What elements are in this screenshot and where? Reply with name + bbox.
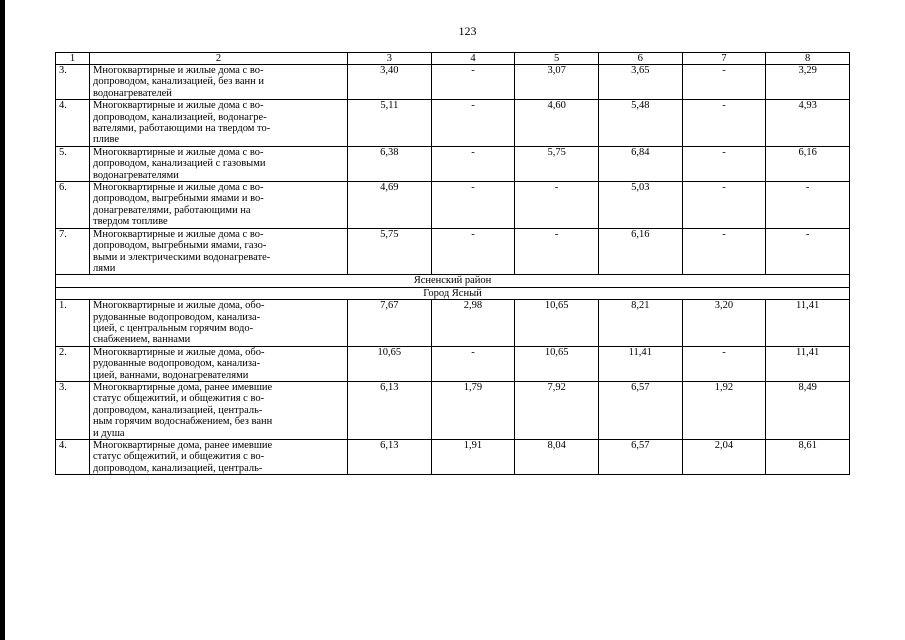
row-number: 3.	[56, 65, 90, 100]
value-cell: 5,03	[598, 182, 682, 229]
value-cell: -	[431, 146, 515, 181]
value-cell: -	[682, 182, 766, 229]
row-number: 6.	[56, 182, 90, 229]
city-row	[56, 287, 850, 299]
value-cell: -	[431, 228, 515, 275]
value-cell: -	[431, 100, 515, 147]
table-row	[56, 146, 850, 181]
city-heading: Город Ясный	[56, 287, 850, 299]
value-cell: 4,69	[348, 182, 432, 229]
value-cell: 11,41	[766, 346, 850, 381]
value-cell: 7,92	[515, 381, 599, 439]
value-cell: 7,67	[348, 300, 432, 347]
value-cell: -	[682, 146, 766, 181]
value-cell: 6,16	[766, 146, 850, 181]
value-cell: 11,41	[766, 300, 850, 347]
row-description: Многоквартирные и жилые дома, обо- рудованные водопроводом, канализа- цией, с центральным горячим водо- снабжением, ваннами	[90, 300, 348, 347]
value-cell: 6,13	[348, 440, 432, 475]
value-cell: 10,65	[348, 346, 432, 381]
value-cell: 1,92	[682, 381, 766, 439]
value-cell: -	[431, 65, 515, 100]
page-number: 123	[458, 24, 477, 38]
value-cell: 8,61	[766, 440, 850, 475]
column-header: 6	[598, 53, 682, 65]
table-row	[56, 440, 850, 475]
value-cell: -	[682, 100, 766, 147]
row-number: 4.	[56, 440, 90, 475]
district-heading: Ясненский район	[56, 275, 850, 287]
value-cell: 5,75	[348, 228, 432, 275]
value-cell: 3,65	[598, 65, 682, 100]
value-cell: 1,91	[431, 440, 515, 475]
column-header: 7	[682, 53, 766, 65]
value-cell: 8,49	[766, 381, 850, 439]
value-cell: 4,93	[766, 100, 850, 147]
value-cell: -	[431, 182, 515, 229]
value-cell: -	[682, 228, 766, 275]
table-row	[56, 300, 850, 347]
row-description: Многоквартирные дома, ранее имевшие статус общежитий, и общежития с во- допроводом, канализацией, централь-	[90, 440, 348, 475]
row-description: Многоквартирные и жилые дома с во- допроводом, выгребными ямами и во- донагревателями, работающими на твердом топливе	[90, 182, 348, 229]
table-row	[56, 346, 850, 381]
value-cell: 10,65	[515, 346, 599, 381]
row-description: Многоквартирные и жилые дома с во- допроводом, канализацией с газовыми водонагревателями	[90, 146, 348, 181]
value-cell: -	[515, 228, 599, 275]
value-cell: 3,20	[682, 300, 766, 347]
table-row	[56, 182, 850, 229]
row-description: Многоквартирные и жилые дома с во- допроводом, выгребными ямами, газо- выми и электрическими водонагревате- лями	[90, 228, 348, 275]
block1-body	[56, 65, 850, 275]
value-cell: 2,04	[682, 440, 766, 475]
table-row	[56, 100, 850, 147]
value-cell: 2,98	[431, 300, 515, 347]
row-number: 7.	[56, 228, 90, 275]
row-number: 4.	[56, 100, 90, 147]
table-row	[56, 65, 850, 100]
value-cell: 6,38	[348, 146, 432, 181]
value-cell: 1,79	[431, 381, 515, 439]
column-header: 1	[56, 53, 90, 65]
value-cell: 8,21	[598, 300, 682, 347]
value-cell: 6,13	[348, 381, 432, 439]
value-cell: 4,60	[515, 100, 599, 147]
value-cell: 11,41	[598, 346, 682, 381]
value-cell: 6,57	[598, 440, 682, 475]
column-number-row	[56, 53, 850, 65]
value-cell: -	[766, 228, 850, 275]
value-cell: 5,11	[348, 100, 432, 147]
value-cell: -	[431, 346, 515, 381]
value-cell: 6,16	[598, 228, 682, 275]
left-margin-bar	[0, 0, 5, 640]
column-header: 5	[515, 53, 599, 65]
row-number: 5.	[56, 146, 90, 181]
district-row	[56, 275, 850, 287]
value-cell: 3,29	[766, 65, 850, 100]
value-cell: 3,07	[515, 65, 599, 100]
value-cell: 8,04	[515, 440, 599, 475]
row-description: Многоквартирные и жилые дома с во- допроводом, канализацией, водонагре- вателями, работающими на твердом то- пливе	[90, 100, 348, 147]
block2-body	[56, 300, 850, 475]
row-description: Многоквартирные и жилые дома, обо- рудованные водопроводом, канализа- цией, ваннами, водонагревателями	[90, 346, 348, 381]
section-headers	[56, 275, 850, 300]
table-row	[56, 381, 850, 439]
row-description: Многоквартирные и жилые дома с во- допроводом, канализацией, без ванн и водонагревателей	[90, 65, 348, 100]
row-number: 1.	[56, 300, 90, 347]
value-cell: -	[682, 65, 766, 100]
row-number: 3.	[56, 381, 90, 439]
value-cell: 6,84	[598, 146, 682, 181]
value-cell: -	[515, 182, 599, 229]
column-header: 3	[348, 53, 432, 65]
table-row	[56, 228, 850, 275]
column-header: 8	[766, 53, 850, 65]
row-number: 2.	[56, 346, 90, 381]
value-cell: 6,57	[598, 381, 682, 439]
value-cell: -	[682, 346, 766, 381]
value-cell: -	[766, 182, 850, 229]
value-cell: 10,65	[515, 300, 599, 347]
column-header: 2	[90, 53, 348, 65]
row-description: Многоквартирные дома, ранее имевшие статус общежитий, и общежития с во- допроводом, канализацией, централь- ным горячим водоснабжением, без ванн и душа	[90, 381, 348, 439]
value-cell: 5,75	[515, 146, 599, 181]
value-cell: 5,48	[598, 100, 682, 147]
tariff-table	[55, 52, 850, 475]
value-cell: 3,40	[348, 65, 432, 100]
column-header: 4	[431, 53, 515, 65]
